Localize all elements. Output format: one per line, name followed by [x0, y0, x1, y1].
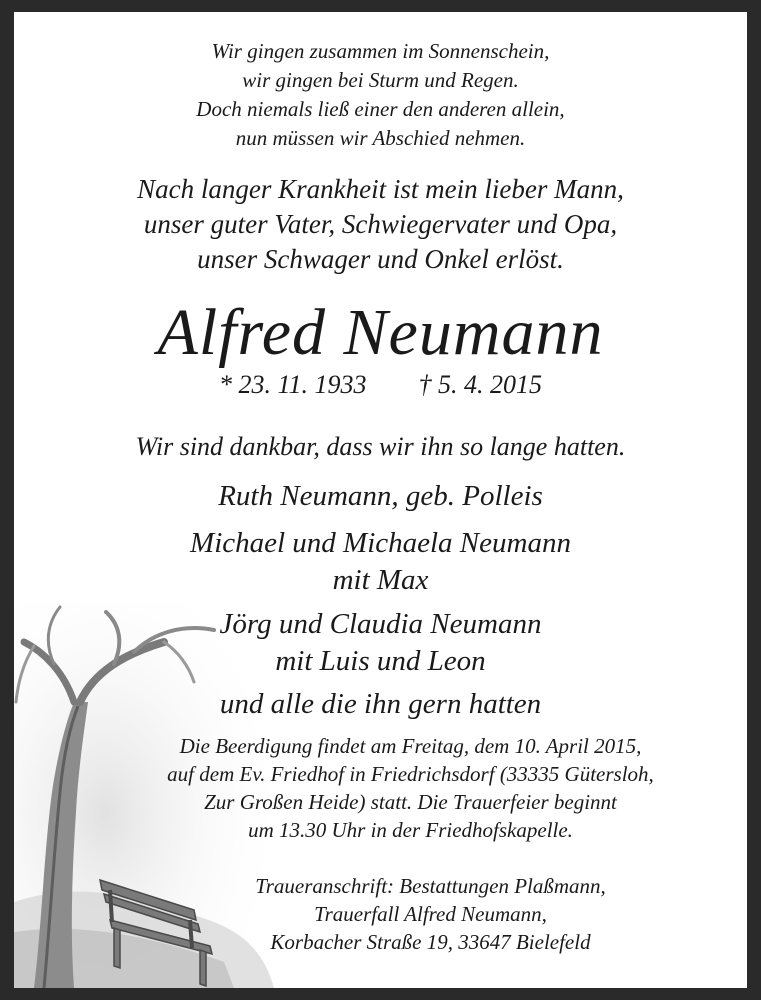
- birth-date: * 23. 11. 1933: [218, 370, 367, 399]
- poem: [14, 37, 747, 153]
- funeral-line: um 13.30 Uhr in der Friedhofskapelle.: [248, 818, 573, 842]
- mourner-son2-children: mit Luis und Leon: [275, 645, 486, 677]
- funeral-line: Die Beerdigung findet am Freitag, dem 10. April 2015,: [179, 734, 642, 758]
- funeral-line: auf dem Ev. Friedhof in Friedrichsdorf (33335 Gütersloh,: [167, 762, 654, 786]
- address-line: Korbacher Straße 19, 33647 Bielefeld: [270, 930, 591, 954]
- mourner-others: und alle die ihn gern hatten: [219, 688, 542, 720]
- intro-text: [14, 172, 747, 277]
- intro-line: unser guter Vater, Schwiegervater und Opa,: [143, 209, 618, 239]
- life-dates: [14, 368, 747, 402]
- mourner-wife: Ruth Neumann, geb. Polleis: [218, 480, 543, 512]
- mourner-son1-child: mit Max: [332, 564, 429, 596]
- thanks-line: Wir sind dankbar, dass wir ihn so lange hatten.: [135, 432, 626, 461]
- mourner-son2: Jörg und Claudia Neumann: [219, 608, 542, 640]
- obituary-card: [14, 12, 747, 988]
- funeral-line: Zur Großen Heide) statt. Die Trauerfeier beginnt: [204, 790, 617, 814]
- poem-line: wir gingen bei Sturm und Regen.: [242, 68, 519, 92]
- poem-line: Wir gingen zusammen im Sonnenschein,: [211, 39, 550, 63]
- poem-line: Doch niemals ließ einer den anderen allein,: [196, 97, 565, 121]
- poem-line: nun müssen wir Abschied nehmen.: [235, 126, 526, 150]
- deceased-name: Alfred Neumann: [157, 296, 604, 369]
- mourning-address: [114, 872, 747, 956]
- funeral-details: [74, 732, 747, 844]
- intro-line: unser Schwager und Onkel erlöst.: [197, 244, 564, 274]
- mourner-son1: Michael und Michaela Neumann: [190, 527, 571, 559]
- intro-line: Nach langer Krankheit ist mein lieber Mann,: [137, 174, 624, 204]
- address-line: Trauerfall Alfred Neumann,: [314, 902, 547, 926]
- death-date: † 5. 4. 2015: [418, 370, 543, 399]
- address-line: Traueranschrift: Bestattungen Plaßmann,: [255, 874, 606, 898]
